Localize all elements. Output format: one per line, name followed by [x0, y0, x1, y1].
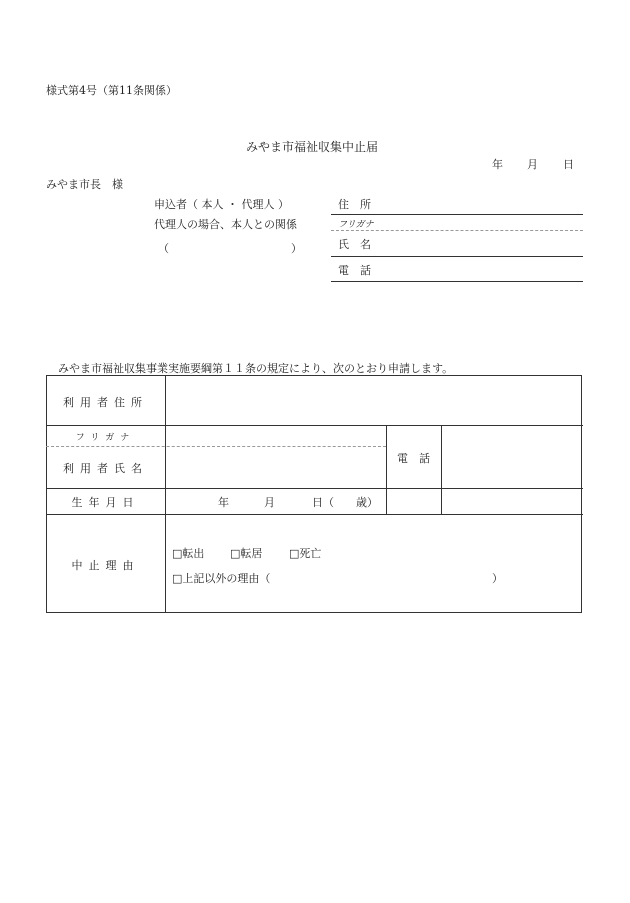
- applicant-furigana-label: フリガナ: [338, 220, 374, 230]
- user-furigana-label: フリガナ: [75, 433, 136, 443]
- table-rule: [46, 514, 583, 515]
- applicant-address-label: 住 所: [338, 198, 371, 211]
- applicant-name-line: [331, 256, 583, 257]
- table-rule: [46, 425, 583, 426]
- table-furigana-rule: [46, 446, 386, 447]
- relation-paren-close: ）: [291, 242, 302, 255]
- form-title: みやま市福祉収集中止届: [246, 140, 379, 154]
- applicant-furigana-line: [331, 230, 583, 231]
- form-number: 様式第4号（第11条関係）: [46, 84, 177, 97]
- applicant-name-label: 氏 名: [338, 238, 371, 251]
- date-year-label: 年: [492, 158, 503, 171]
- applicant-line: 申込者（ 本人 ・ 代理人 ）: [154, 198, 289, 211]
- reason-label: 中止理由: [71, 559, 140, 572]
- addressee: みやま市長 様: [46, 178, 123, 191]
- table-phone-value-rule: [441, 425, 442, 514]
- reason-option-other[interactable]: □上記以外の理由（: [172, 572, 271, 585]
- relation-label: 代理人の場合、本人との関係: [154, 218, 297, 231]
- reason-other-close: ）: [492, 572, 503, 585]
- table-phone-column-rule: [386, 425, 387, 514]
- applicant-phone-label: 電 話: [338, 264, 371, 277]
- statement: みやま市福祉収集事業実施要綱第１１条の規定により、次のとおり申請します。: [58, 362, 454, 375]
- table-label-column-rule: [165, 375, 166, 613]
- date-month-label: 月: [527, 158, 538, 171]
- reason-option-death[interactable]: □死亡: [289, 547, 322, 560]
- reason-option-moving-out[interactable]: □転出: [172, 547, 205, 560]
- birth-month-label: 月: [264, 496, 275, 509]
- applicant-address-line: [331, 214, 583, 215]
- birthdate-label: 生年月日: [71, 496, 140, 509]
- relation-paren-open: （: [158, 242, 169, 255]
- reason-option-relocation[interactable]: □転居: [230, 547, 263, 560]
- date-day-label: 日: [563, 158, 574, 171]
- user-name-label: 利用者氏名: [63, 462, 148, 475]
- table-rule: [46, 488, 583, 489]
- user-address-label: 利用者住所: [63, 396, 148, 409]
- applicant-phone-line: [331, 281, 583, 282]
- birth-year-label: 年: [218, 496, 229, 509]
- birth-day-age-label: 日（ 歳）: [312, 496, 378, 509]
- user-phone-label: 電 話: [397, 452, 430, 465]
